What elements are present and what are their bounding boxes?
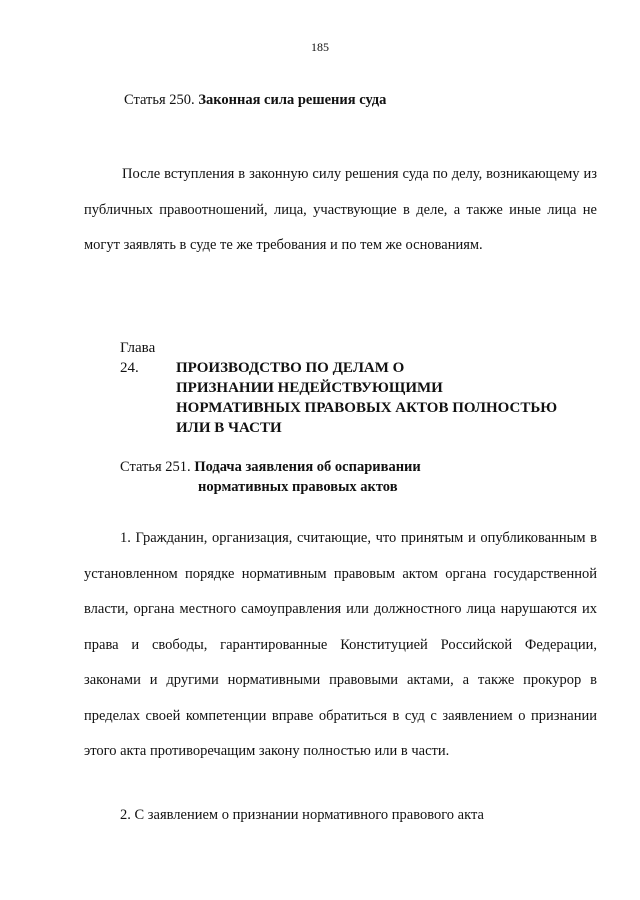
chapter-24-line-1: [120, 338, 557, 378]
article-250-label: Статья 250.: [124, 92, 195, 108]
article-251-label: Статья 251.: [120, 459, 191, 475]
article-251-heading: [120, 457, 421, 497]
chapter-24-title-line-1: ПРОИЗВОДСТВО ПО ДЕЛАМ О: [176, 360, 405, 376]
chapter-24-label: Глава 24.: [120, 340, 156, 376]
chapter-24-title-line-2: ПРИЗНАНИИ НЕДЕЙСТВУЮЩИМИ: [176, 380, 443, 396]
article-250-title: Законная сила решения суда: [198, 92, 387, 108]
article-251-paragraph-2: 2. С заявлением о признании нормативного правового акта: [120, 807, 484, 823]
article-250-heading: [124, 90, 386, 110]
article-250-paragraph: После вступления в законную силу решения суда по делу, возникающему из публичных правоотношений, лица, участвующие в деле, а также иные лица не могут заявлять в суде те же требования и по тем же основаниям.: [84, 166, 597, 253]
article-251-title-line-1: Подача заявления об оспаривании: [194, 459, 421, 475]
article-251-paragraph-1: 1. Гражданин, организация, считающие, что принятым и опубликованным в установленном порядке нормативным правовым актом органа государственной власти, органа местного самоуправления или должностного лица нарушаются их права и свободы, гарантированные Конституцией Российской Федерации, законами и другими нормативными правовыми актами, а также прокурор в пределах своей компетенции вправе обратиться в суд с заявлением о признании этого акта противоречащим закону полностью или в части.: [84, 530, 597, 759]
chapter-24-title-line-4: ИЛИ В ЧАСТИ: [176, 420, 282, 436]
article-251-title-line-2: нормативных правовых актов: [198, 479, 398, 495]
page-number: 185: [311, 40, 329, 54]
chapter-24-heading: [120, 338, 557, 438]
chapter-24-title-line-3: НОРМАТИВНЫХ ПРАВОВЫХ АКТОВ ПОЛНОСТЬЮ: [176, 400, 558, 416]
